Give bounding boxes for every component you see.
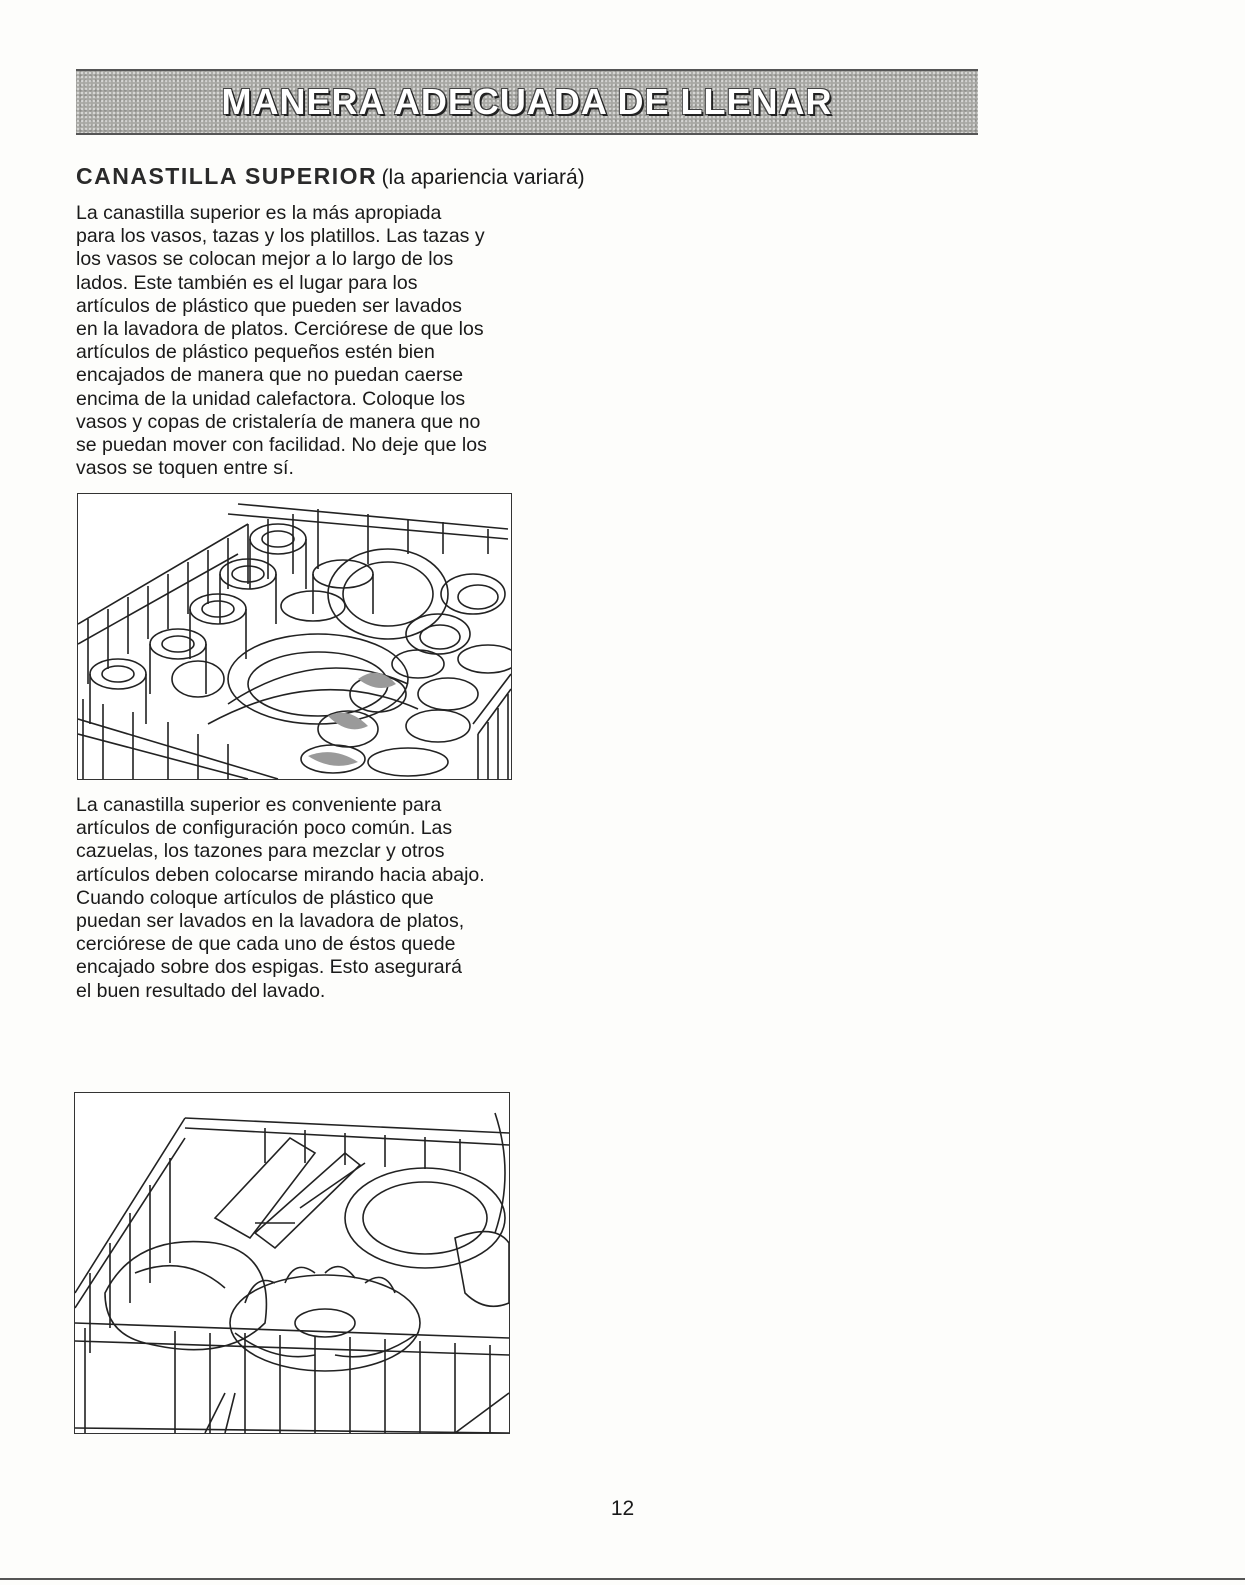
section-heading — [76, 163, 585, 190]
upper-rack-cups-drawing — [78, 494, 511, 779]
title-banner — [76, 69, 978, 135]
upper-rack-bowls-illustration — [74, 1092, 510, 1434]
section-subtitle: (la apariencia variará) — [381, 166, 585, 189]
banner-title: MANERA ADECUADA DE LLENAR — [221, 81, 833, 122]
paragraph-upper-rack-intro: La canastilla superior es la más apropiada para los vasos, tazas y los platillos. Las tazas y los vasos se colocan mejor a lo largo de los lados. Este también es el lugar para los artículos de plástico que pueden ser lavados en la lavadora de platos. Cerciórese de que los artículos de plástico pequeños estén bien encajados de manera que no puedan caerse encima de la unidad calefactora. Coloque los vasos y copas de cristalería de manera que no se puedan mover con facilidad. No deje que los vasos se toquen entre sí. — [76, 202, 487, 480]
section-title: CANASTILLA SUPERIOR — [76, 163, 378, 189]
paragraph-upper-rack-uncommon-items: La canastilla superior es conveniente para artículos de configuración poco común. Las cazuelas, los tazones para mezclar y otros artículos deben colocarse mirando hacia abajo. Cuando coloque artículos de plástico que puedan ser lavados en la lavadora de platos, cerciórese de que cada uno de éstos quede encajado sobre dos espigas. Esto asegurará el buen resultado del lavado. — [76, 794, 485, 1002]
upper-rack-cups-illustration — [77, 493, 512, 780]
page-number: 12 — [610, 1497, 635, 1520]
bottom-rule — [0, 1578, 1245, 1580]
upper-rack-bowls-drawing — [75, 1093, 509, 1433]
